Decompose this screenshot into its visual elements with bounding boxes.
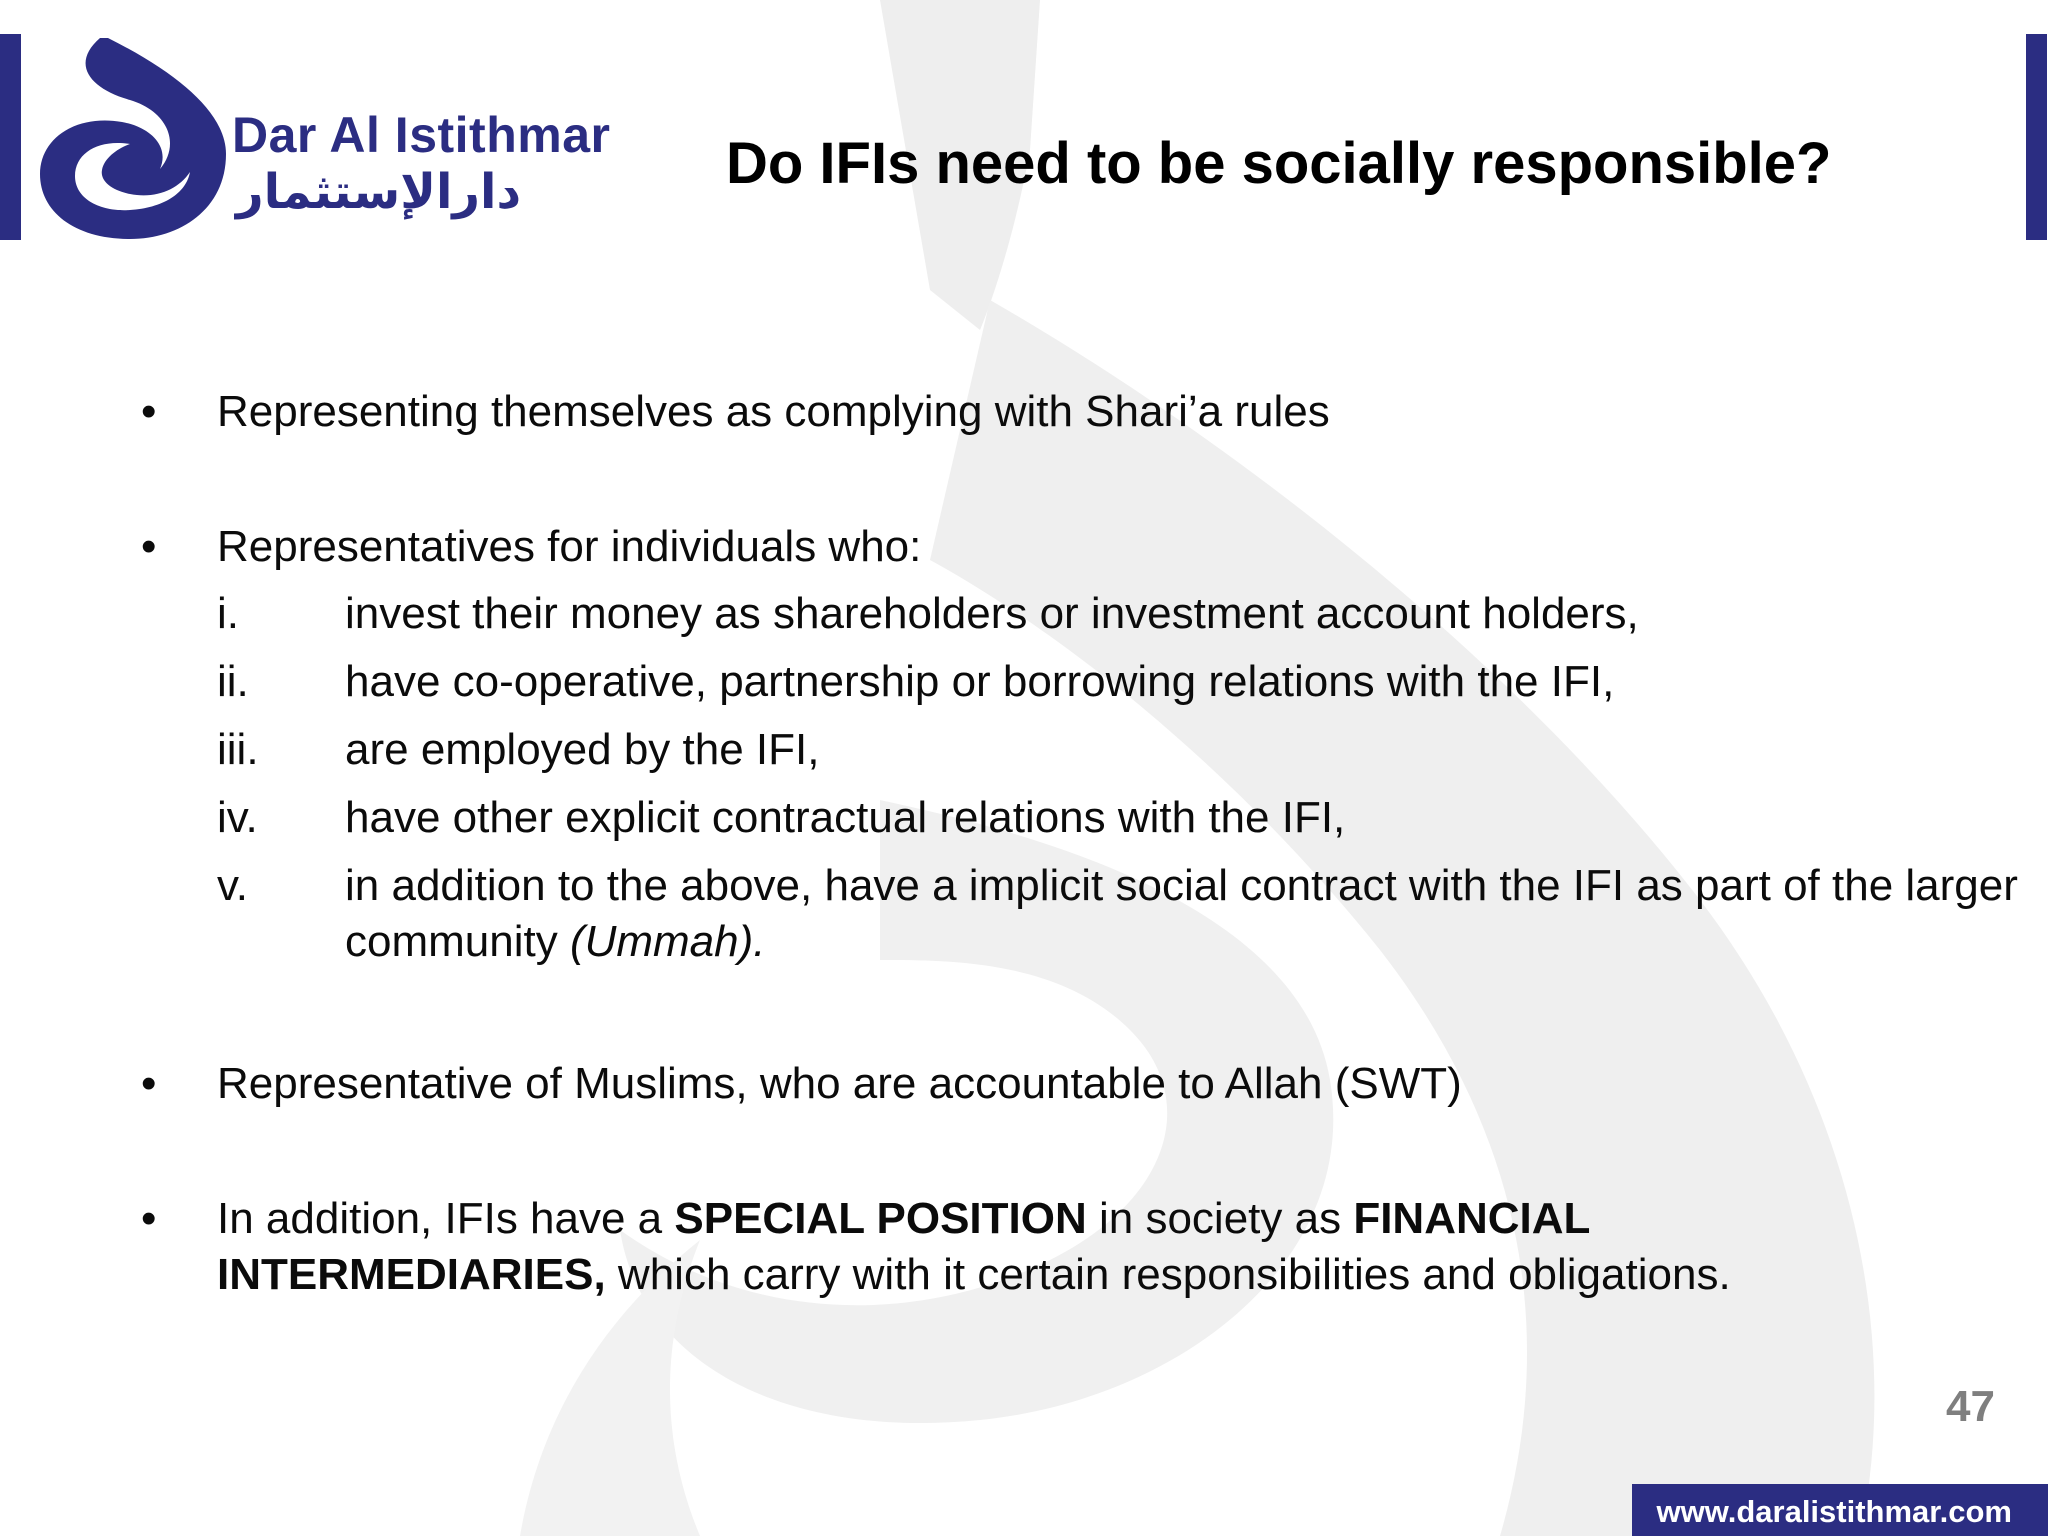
footer-website-url: www.daralistithmar.com bbox=[1656, 1494, 2012, 1529]
bullet-icon: • bbox=[141, 522, 157, 571]
financial-intermediaries-emphasis: FINANCIAL INTERMEDIARIES, bbox=[217, 1194, 1590, 1299]
bullet-text: Representatives for individuals who: bbox=[217, 522, 922, 571]
text-run: which carry with it certain responsibilities and obligations. bbox=[605, 1250, 1731, 1299]
bullet-text bbox=[217, 1191, 1917, 1303]
bullet-text: Representing themselves as complying with Shari’a rules bbox=[217, 387, 1330, 436]
text-run: in society as bbox=[1086, 1194, 1354, 1243]
sub-item-text: are employed by the IFI, bbox=[345, 725, 820, 774]
bullet-icon: • bbox=[141, 1194, 157, 1243]
sub-item-number: ii. bbox=[217, 657, 249, 706]
ummah-term: (Ummah). bbox=[569, 917, 766, 966]
bullet-text: Representative of Muslims, who are accountable to Allah (SWT) bbox=[217, 1059, 1462, 1108]
sub-item-text: have other explicit contractual relations with the IFI, bbox=[345, 793, 1346, 842]
sub-item-number: i. bbox=[217, 589, 239, 638]
sub-item-text bbox=[345, 858, 2045, 970]
text-run: In addition, IFIs have a bbox=[217, 1194, 675, 1243]
sub-item-text: invest their money as shareholders or investment account holders, bbox=[345, 589, 1639, 638]
bullet-icon: • bbox=[141, 1059, 157, 1108]
footer-bar bbox=[1632, 1484, 2048, 1536]
logo-name-arabic: دارالإستثمار bbox=[236, 164, 522, 220]
sub-item-text-main: in addition to the above, have a implicit social contract with the IFI as part of the larger community bbox=[345, 861, 2018, 966]
sub-item-number: v. bbox=[217, 861, 248, 910]
sub-item-number: iii. bbox=[217, 725, 259, 774]
sub-item-number: iv. bbox=[217, 793, 258, 842]
logo-name-english: Dar Al Istithmar bbox=[232, 107, 611, 163]
bullet-icon: • bbox=[141, 387, 157, 436]
special-position-emphasis: SPECIAL POSITION bbox=[674, 1194, 1087, 1243]
page-number: 47 bbox=[1946, 1382, 1995, 1431]
slide-title: Do IFIs need to be socially responsible? bbox=[726, 131, 1832, 196]
sub-item-text: have co-operative, partnership or borrowing relations with the IFI, bbox=[345, 657, 1615, 706]
